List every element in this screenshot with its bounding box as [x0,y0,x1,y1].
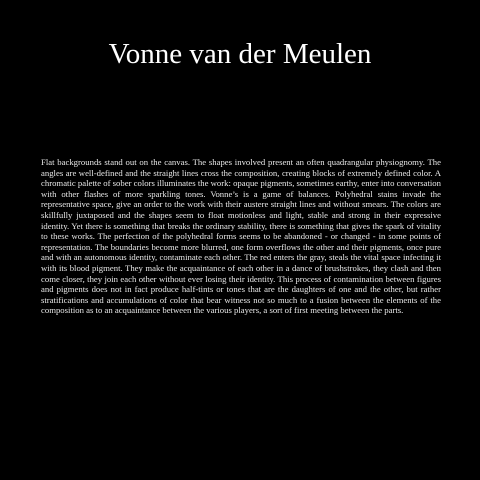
page-title: Vonne van der Meulen [108,38,372,70]
body-paragraph: Flat backgrounds stand out on the canvas. The shapes involved present an often quadrangular physiognomy. The angles are well-defined and the straight lines cross the composition, creating blocks of extremely defined color. A chromatic palette of sober colors illuminates the work: opaque pigments, sometimes earthy, enter into conversation with other flashes of more sparkling tones. Vonne’s is a game of balances. Polyhedral stains invade the representative space, give an order to the work with their austere straight lines and without smears. The colors are skillfully juxtaposed and the shapes seem to float motionless and light, stable and strong in their expressive identity. Yet there is something that breaks the ordinary stability, there is something that gives the spark of vitality to these works. The perfection of the polyhedral forms seems to be abandoned - or changed - in some points of representation. The boundaries become more blurred, one form overflows the other and their pigments, once pure and with an autonomous identity, contaminate each other. The red enters the gray, steals the vital space infecting it with its blood pigment. They make the acquaintance of each other in a dance of brushstrokes, they clash and then come closer, they join each other without ever losing their identity. This process of contamination between figures and pigments does not in fact produce half-tints or tones that are the daughters of one and the other, but rather stratifications and accumulations of color that bear witness not so much to a fusion between the elements of the composition as to an acquaintance between the various players, a sort of first meeting between the parts. [41,157,441,316]
